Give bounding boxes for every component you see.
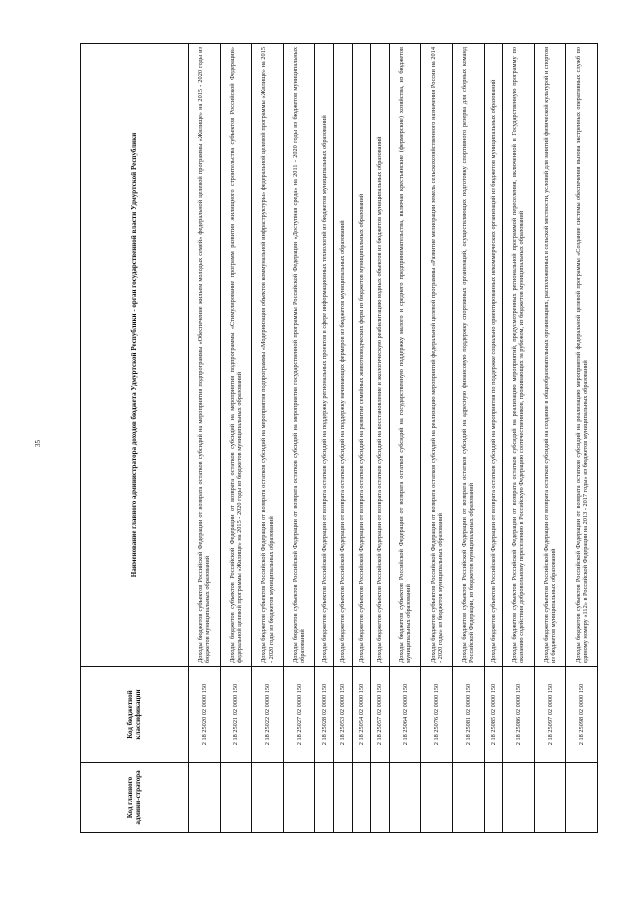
header-name: Наименование главного администратора доходов бюджета Удмуртской Республики - орган государственной власти Удмуртской Республики bbox=[81, 44, 189, 667]
table-row bbox=[421, 44, 453, 833]
cell-budget-code: 2 18 25028 02 0000 150 bbox=[315, 667, 334, 763]
cell-name: Доходы бюджетов субъектов Российской Федерации от возврата остатков субсидий на реализацию мероприятий федеральной целевой программы «Развитие мелиорации земель сельскохозяйственного назначения России на 2014 - 2020 годы» из бюджетов муниципальных образований bbox=[421, 44, 453, 667]
cell-name: Доходы бюджетов субъектов Российской Федерации от возврата остатков субсидий на мероприятия подпрограммы «Обеспечение жильем молодых семей» федеральной целевой программы «Жилище» на 2015 - 2020 годы из бюджетов муниципальных образований bbox=[189, 44, 221, 667]
table-row bbox=[566, 44, 598, 833]
cell-admin-code bbox=[371, 763, 390, 833]
header-admin-code: Код главного админи-стратора bbox=[81, 763, 189, 833]
cell-budget-code: 2 18 25081 02 0000 150 bbox=[452, 667, 484, 763]
table-row bbox=[452, 44, 484, 833]
cell-budget-code: 2 18 25022 02 0000 150 bbox=[252, 667, 284, 763]
cell-budget-code: 2 18 25076 02 0000 150 bbox=[421, 667, 453, 763]
cell-admin-code bbox=[389, 763, 421, 833]
cell-name: Доходы бюджетов субъектов Российской Федерации от возврата остатков субсидий на реализацию мероприятий федеральной целевой программы «Создание системы обеспечения вызова экстренных оперативных служб по единому номеру «112» в Российской Федерации на 2013 - 2017 годы» из бюджетов муниципальных образований bbox=[566, 44, 598, 667]
cell-budget-code: 2 18 25064 02 0000 150 bbox=[389, 667, 421, 763]
cell-admin-code bbox=[352, 763, 371, 833]
table-row bbox=[352, 44, 371, 833]
table-row bbox=[315, 44, 334, 833]
cell-budget-code: 2 18 25054 02 0000 150 bbox=[352, 667, 371, 763]
cell-name: Доходы бюджетов субъектов Российской Федерации от возврата остатков субсидий на мероприятия подпрограммы «Модернизация объектов коммунальной инфраструктуры» федеральной целевой программы «Жилище» на 2015 - 2020 годы из бюджетов муниципальных образований bbox=[252, 44, 284, 667]
cell-admin-code bbox=[484, 763, 503, 833]
cell-budget-code: 2 18 25020 02 0000 150 bbox=[189, 667, 221, 763]
cell-admin-code bbox=[421, 763, 453, 833]
cell-admin-code bbox=[334, 763, 353, 833]
cell-name: Доходы бюджетов субъектов Российской Федерации от возврата остатков субсидий на государственную поддержку малого и среднего предпринимательства, включая крестьянские (фермерские) хозяйства, из бюджетов муниципальных образований bbox=[389, 44, 421, 667]
cell-budget-code: 2 18 25085 02 0000 150 bbox=[484, 667, 503, 763]
table-row bbox=[389, 44, 421, 833]
cell-name: Доходы бюджетов субъектов Российской Федерации от возврата остатков субсидий на адресную финансовую поддержку спортивных организаций, осуществляющих подготовку спортивного резерва для сборных команд Российской Федерации, из бюджетов муниципальных образований bbox=[452, 44, 484, 667]
table-row bbox=[371, 44, 390, 833]
table-row bbox=[534, 44, 566, 833]
cell-name: Доходы бюджетов субъектов Российской Федерации от возврата остатков субсидий на развитие семейных животноводческих ферм из бюджетов муниципальных образований bbox=[352, 44, 371, 667]
table-row bbox=[503, 44, 535, 833]
cell-budget-code: 2 18 25057 02 0000 150 bbox=[371, 667, 390, 763]
cell-budget-code: 2 18 25097 02 0000 150 bbox=[534, 667, 566, 763]
cell-admin-code bbox=[283, 763, 315, 833]
header-budget-code: Код бюджетной классификации bbox=[81, 667, 189, 763]
cell-name: Доходы бюджетов субъектов Российской Федерации от возврата остатков субсидий на мероприятия по поддержке социально ориентированных некоммерческих организаций из бюджетов муниципальных образований bbox=[484, 44, 503, 667]
cell-budget-code: 2 18 25053 02 0000 150 bbox=[334, 667, 353, 763]
revenue-administrators-table bbox=[80, 43, 598, 833]
page-number: 35 bbox=[34, 440, 42, 447]
cell-admin-code bbox=[252, 763, 284, 833]
table-row bbox=[252, 44, 284, 833]
cell-name: Доходы бюджетов субъектов Российской Федерации от возврата остатков субсидий на мероприятия государственной программы Российской Федерации «Доступная среда» на 2011 - 2020 годы из бюджетов муниципальных образований bbox=[283, 44, 315, 667]
table-row bbox=[283, 44, 315, 833]
table-header-row bbox=[81, 44, 189, 833]
cell-admin-code bbox=[503, 763, 535, 833]
cell-budget-code: 2 18 25086 02 0000 150 bbox=[503, 667, 535, 763]
cell-budget-code: 2 18 25021 02 0000 150 bbox=[220, 667, 252, 763]
cell-name: Доходы бюджетов субъектов Российской Федерации от возврата остатков субсидий на восстановление и экологическую реабилитацию водных объектов из бюджетов муниципальных образований bbox=[371, 44, 390, 667]
cell-name: Доходы бюджетов субъектов Российской Федерации от возврата остатков субсидий на создание в общеобразовательных организациях, расположенных в сельской местности, условий для занятий физической культурой и спортом из бюджетов муниципальных образований bbox=[534, 44, 566, 667]
rotated-table-frame bbox=[80, 43, 598, 833]
table-row bbox=[334, 44, 353, 833]
table-row bbox=[484, 44, 503, 833]
table-row bbox=[220, 44, 252, 833]
table-row bbox=[189, 44, 221, 833]
cell-name: Доходы бюджетов субъектов Российской Федерации от возврата остатков субсидий на поддержку региональных проектов в сфере информационных технологий из бюджетов муниципальных образований bbox=[315, 44, 334, 667]
cell-name: Доходы бюджетов субъектов Российской Федерации от возврата остатков субсидий на мероприятия подпрограммы «Стимулирование программ развития жилищного строительства субъектов Российской Федерации» федеральной целевой программы «Жилище» на 2015 - 2020 годы из бюджетов муниципальных образований bbox=[220, 44, 252, 667]
cell-admin-code bbox=[452, 763, 484, 833]
cell-budget-code: 2 18 25098 02 0000 150 bbox=[566, 667, 598, 763]
cell-admin-code bbox=[220, 763, 252, 833]
cell-name: Доходы бюджетов субъектов Российской Федерации от возврата остатков субсидий на поддержку начинающих фермеров из бюджетов муниципальных образований bbox=[334, 44, 353, 667]
cell-admin-code bbox=[315, 763, 334, 833]
cell-admin-code bbox=[566, 763, 598, 833]
cell-admin-code bbox=[534, 763, 566, 833]
cell-budget-code: 2 18 25027 02 0000 150 bbox=[283, 667, 315, 763]
cell-admin-code bbox=[189, 763, 221, 833]
cell-name: Доходы бюджетов субъектов Российской Федерации от возврата остатков субсидий на реализацию мероприятий, предусмотренных региональной программой переселения, включенной в Государственную программу по оказанию содействия добровольному переселению в Российскую Федерацию соотечественников, проживающих за рубежом, из бюджетов муниципальных образований bbox=[503, 44, 535, 667]
